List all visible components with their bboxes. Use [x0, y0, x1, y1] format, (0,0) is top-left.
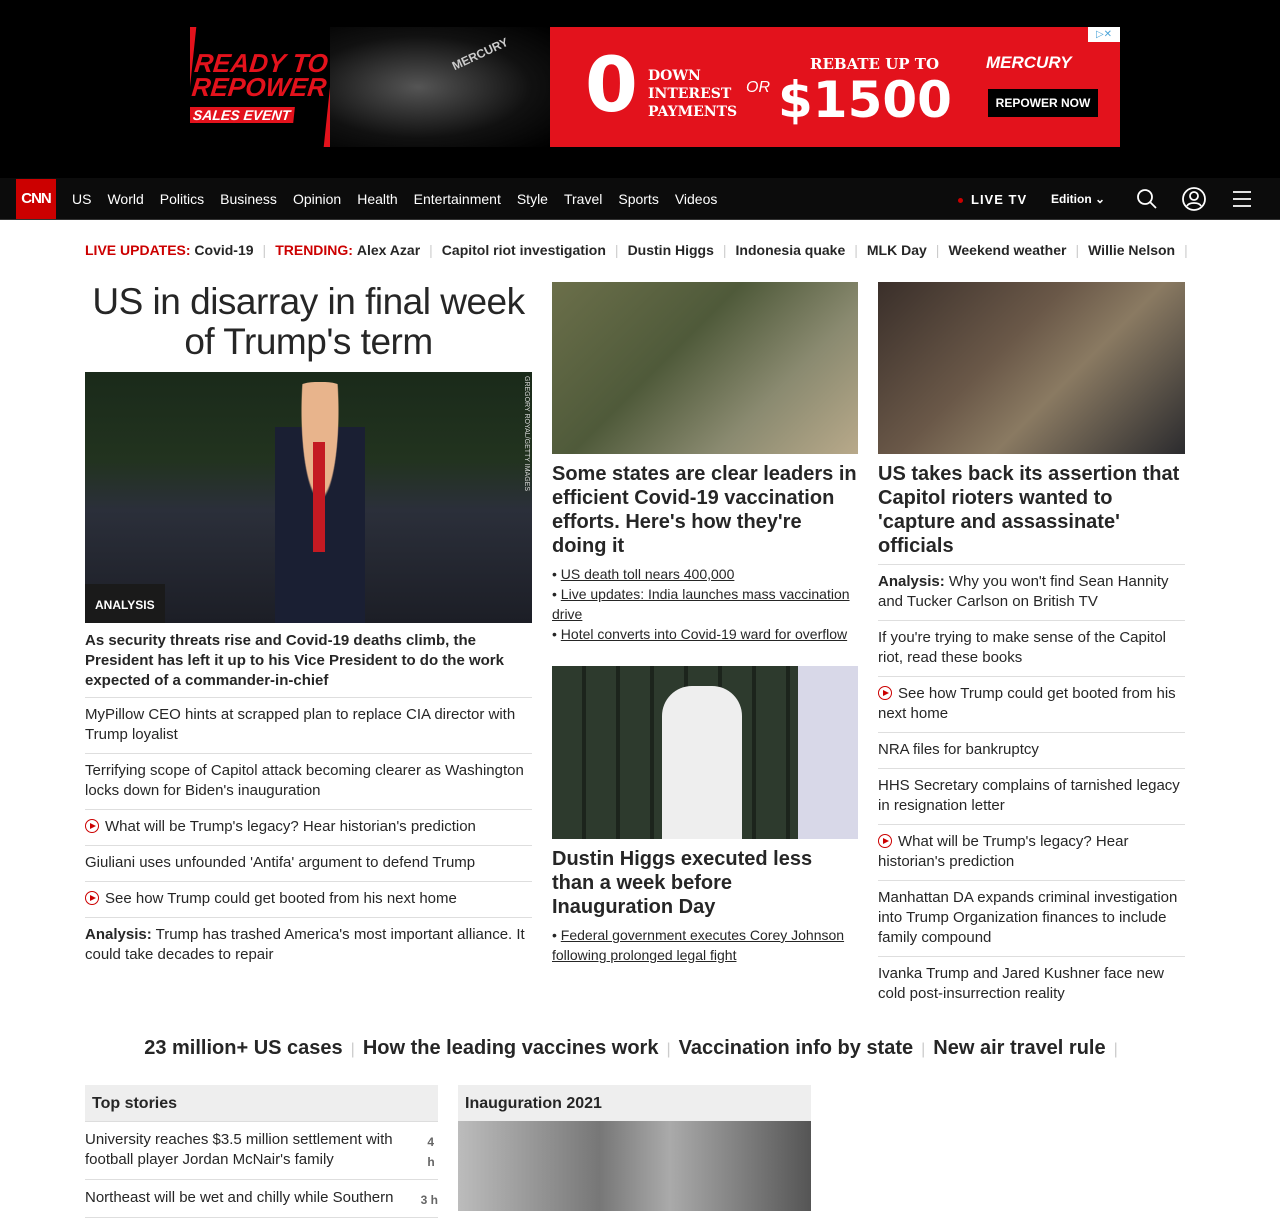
- nav-item-world[interactable]: World: [107, 191, 144, 207]
- nav-item-sports[interactable]: Sports: [618, 191, 659, 207]
- story-item[interactable]: [85, 881, 532, 917]
- trending-topic[interactable]: Willie Nelson: [1088, 242, 1176, 258]
- ad-or: OR: [746, 79, 770, 96]
- story-item[interactable]: [878, 768, 1185, 824]
- wall: [798, 666, 858, 839]
- trending-topic[interactable]: Capitol riot investigation: [441, 242, 606, 258]
- separator: |: [935, 242, 940, 258]
- story-text: University reaches $3.5 million settlement with football player Jordan McNair's family: [85, 1131, 393, 1168]
- ad-zero: 0: [585, 40, 638, 129]
- story-item[interactable]: [878, 676, 1185, 732]
- top-story-item[interactable]: [85, 1180, 438, 1218]
- bullet-link[interactable]: US death toll nears 400,000: [560, 566, 735, 582]
- trending-topic[interactable]: Dustin Higgs: [627, 242, 714, 258]
- strip-link[interactable]: How the leading vaccines work: [362, 1037, 659, 1059]
- strip-link[interactable]: Vaccination info by state: [678, 1037, 914, 1059]
- inauguration-title: Inauguration 2021: [458, 1085, 811, 1121]
- middle-column: [552, 282, 858, 965]
- story-text: Manhattan DA expands criminal investigation into Trump Organization finances to include family compound: [878, 889, 1178, 946]
- bullet-link[interactable]: Live updates: India launches mass vaccination drive: [552, 586, 850, 622]
- ad-motor-image: MERCURY: [330, 27, 550, 147]
- lead-column: [85, 282, 532, 973]
- dustin-higgs-photo[interactable]: [552, 666, 858, 839]
- separator: |: [1075, 242, 1080, 258]
- capitol-headline[interactable]: US takes back its assertion that Capitol rioters wanted to 'capture and assassinate' officials: [878, 463, 1180, 557]
- story-text: See how Trump could get booted from his next home: [105, 890, 457, 907]
- nav-item-travel[interactable]: Travel: [563, 191, 603, 207]
- story-text: Why you won't find Sean Hannity and Tucker Carlson on British TV: [878, 573, 1169, 610]
- vaccination-bullets: [552, 564, 858, 644]
- main-nav: [0, 178, 1280, 220]
- figure: [662, 686, 742, 839]
- live-updates-label: LIVE UPDATES:: [85, 242, 191, 258]
- trending-bar: LIVE UPDATES: Covid-19 | TRENDING: Alex Azar | Capitol riot investigation | Dustin Higgs | Indonesia quake | MLK Day | Weekend weather | Willie Nelson |: [85, 242, 1188, 258]
- trending-topic[interactable]: Weekend weather: [948, 242, 1067, 258]
- story-text: See how Trump could get booted from his next home: [878, 685, 1176, 722]
- nav-item-health[interactable]: Health: [357, 191, 398, 207]
- photo-credit: GREGORY ROYAL/GETTY IMAGES: [523, 376, 530, 492]
- story-text: HHS Secretary complains of tarnished legacy in resignation letter: [878, 777, 1180, 814]
- story-item[interactable]: [878, 824, 1185, 880]
- separator: |: [921, 1041, 926, 1058]
- nav-items: [72, 178, 717, 220]
- analysis-label: Analysis:: [878, 573, 945, 590]
- story-item[interactable]: [878, 564, 1185, 620]
- trending-label: TRENDING:: [275, 242, 353, 258]
- top-story-item[interactable]: [85, 1122, 438, 1180]
- menu-icon[interactable]: [1230, 187, 1254, 211]
- ad-close-icon[interactable]: ▷✕: [1088, 27, 1120, 42]
- nav-item-style[interactable]: Style: [516, 191, 548, 207]
- separator: |: [854, 242, 858, 258]
- trump-photo[interactable]: [85, 372, 532, 623]
- story-text: Terrifying scope of Capitol attack becoming clearer as Washington locks down for Biden's inauguration: [85, 762, 524, 799]
- live-tv-link[interactable]: [958, 192, 1027, 207]
- separator: |: [614, 242, 619, 258]
- bullet-item: • US death toll nears 400,000: [552, 566, 735, 582]
- play-icon: [878, 834, 892, 848]
- nav-item-entertainment[interactable]: Entertainment: [413, 191, 501, 207]
- lead-summary[interactable]: As security threats rise and Covid-19 deaths climb, the President has left it up to his Vice President to do the work expected of a commander-in-chief: [85, 632, 504, 689]
- story-text: MyPillow CEO hints at scrapped plan to replace CIA director with Trump loyalist: [85, 706, 516, 743]
- lead-story-list: [85, 697, 532, 973]
- dustin-higgs-bullets: [552, 925, 858, 965]
- nav-item-politics[interactable]: Politics: [159, 191, 205, 207]
- story-item[interactable]: [85, 809, 532, 845]
- ad-cta-button[interactable]: REPOWER NOW: [988, 89, 1098, 117]
- top-stories-box: [85, 1085, 438, 1218]
- top-stories-list: [85, 1122, 438, 1218]
- bullet-link[interactable]: Hotel converts into Covid-19 ward for overflow: [560, 626, 848, 642]
- ad-banner-area: [0, 0, 1280, 178]
- search-icon[interactable]: [1135, 187, 1159, 211]
- inauguration-box: [458, 1085, 811, 1211]
- nav-item-business[interactable]: Business: [220, 191, 277, 207]
- inauguration-photo[interactable]: [458, 1121, 811, 1211]
- capitol-rioters-photo[interactable]: [878, 282, 1185, 454]
- story-item[interactable]: [85, 753, 532, 809]
- dustin-higgs-headline[interactable]: Dustin Higgs executed less than a week before Inauguration Day: [552, 848, 813, 918]
- chevron-down-icon: ⌄: [1095, 192, 1106, 206]
- analysis-label: Analysis:: [85, 926, 152, 943]
- live-updates-link[interactable]: Covid-19: [194, 242, 254, 258]
- analysis-badge: ANALYSIS: [85, 584, 165, 623]
- separator: |: [666, 1041, 671, 1058]
- cnn-logo[interactable]: CNN: [16, 179, 56, 219]
- separator: |: [1184, 242, 1188, 258]
- story-text: NRA files for bankruptcy: [878, 741, 1039, 758]
- right-column: [878, 282, 1185, 1012]
- edition-label: Edition: [1051, 192, 1092, 206]
- ad-left-text: READY TO REPOWER SALES EVENT: [190, 27, 336, 147]
- story-text: Giuliani uses unfounded 'Antifa' argument to defend Trump: [85, 854, 476, 871]
- account-icon[interactable]: [1182, 187, 1206, 211]
- ad-interest-text: DOWN INTEREST PAYMENTS: [648, 68, 738, 120]
- vaccination-headline[interactable]: Some states are clear leaders in efficient Covid-19 vaccination efforts. Here's how they're doing it: [552, 463, 857, 557]
- story-item[interactable]: [85, 845, 532, 881]
- story-item[interactable]: [85, 697, 532, 753]
- trending-topic[interactable]: Alex Azar: [356, 242, 421, 258]
- story-item[interactable]: [878, 956, 1185, 1012]
- story-item[interactable]: [878, 620, 1185, 676]
- bullet-item: • Federal government executes Corey Johnson following prolonged legal fight: [552, 927, 845, 963]
- trending-topic[interactable]: Indonesia quake: [735, 242, 846, 258]
- play-icon: [85, 891, 99, 905]
- separator: |: [722, 242, 727, 258]
- nav-item-videos[interactable]: Videos: [674, 191, 718, 207]
- story-item[interactable]: [878, 732, 1185, 768]
- story-text: Northeast will be wet and chilly while Southern: [85, 1189, 394, 1206]
- story-text: Ivanka Trump and Jared Kushner face new cold post-insurrection reality: [878, 965, 1164, 1002]
- story-time: 4 h: [427, 1135, 435, 1169]
- edition-menu[interactable]: [1051, 192, 1105, 206]
- right-story-list: [878, 564, 1185, 1012]
- story-text: What will be Trump's legacy? Hear historian's prediction: [878, 833, 1129, 870]
- ad-rebate-amount: $1500: [778, 71, 952, 129]
- live-dot-icon: [958, 198, 963, 203]
- separator: |: [350, 1041, 355, 1058]
- story-text: What will be Trump's legacy? Hear historian's prediction: [105, 818, 476, 835]
- nav-item-us[interactable]: US: [72, 191, 92, 207]
- story-item[interactable]: [85, 917, 532, 973]
- trending-topic[interactable]: MLK Day: [866, 242, 927, 258]
- bullet-item: • Live updates: India launches mass vaccination drive: [552, 586, 850, 622]
- bullet-link[interactable]: Federal government executes Corey Johnson following prolonged legal fight: [552, 927, 845, 963]
- play-icon: [878, 686, 892, 700]
- strip-link[interactable]: New air travel rule: [933, 1037, 1106, 1059]
- story-time: 3 h: [420, 1193, 438, 1207]
- tie: [313, 442, 325, 552]
- story-item[interactable]: [878, 880, 1185, 956]
- ad-brand: MERCURY: [986, 53, 1072, 72]
- covid-links-strip: [0, 1037, 1270, 1060]
- separator: |: [429, 242, 433, 258]
- lead-headline[interactable]: US in disarray in final week of Trump's term: [92, 281, 525, 362]
- vaccination-photo[interactable]: [552, 282, 858, 454]
- ad-rebate-label: REBATE UP TO: [810, 55, 940, 73]
- top-stories-title: Top stories: [85, 1085, 438, 1122]
- live-tv-label: LIVE TV: [971, 192, 1028, 207]
- bullet-item: • Hotel converts into Covid-19 ward for overflow: [552, 626, 848, 642]
- separator: |: [1113, 1041, 1118, 1058]
- mercury-ad[interactable]: [190, 27, 1120, 147]
- nav-item-opinion[interactable]: Opinion: [292, 191, 342, 207]
- play-icon: [85, 819, 99, 833]
- story-text: If you're trying to make sense of the Capitol riot, read these books: [878, 629, 1167, 666]
- strip-link[interactable]: 23 million+ US cases: [144, 1037, 343, 1059]
- story-text: Trump has trashed America's most important alliance. It could take decades to repair: [85, 926, 525, 963]
